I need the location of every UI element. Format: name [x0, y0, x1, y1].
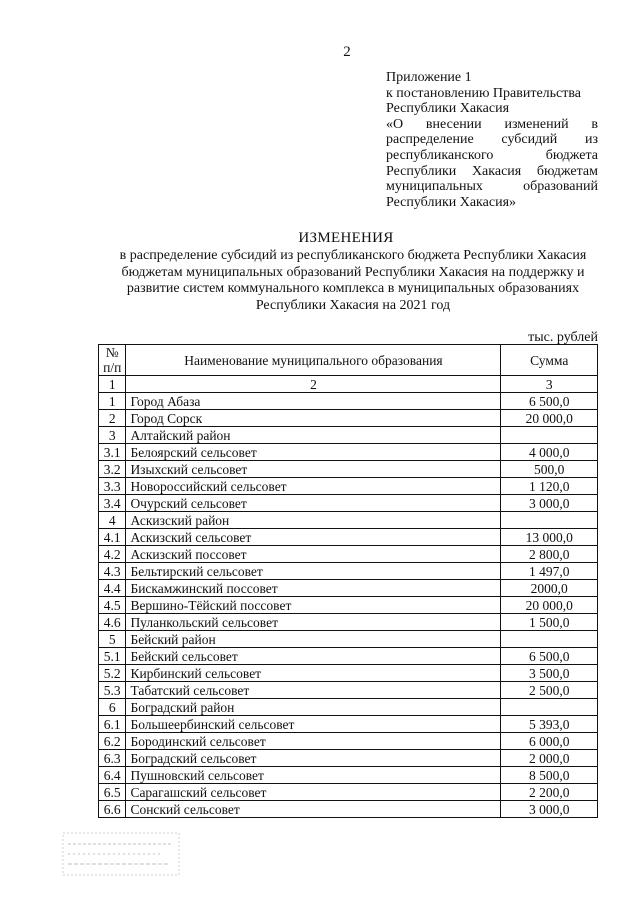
table-row — [99, 699, 598, 716]
appendix-line: «О внесении изменений в — [386, 116, 598, 132]
row-name-cell: Вершино-Тёйский поссовет — [126, 597, 501, 614]
table-row — [99, 648, 598, 665]
row-name-cell: Изыхский сельсовет — [126, 461, 501, 478]
row-name-cell: Аскизский поссовет — [126, 546, 501, 563]
index-cell: 1 — [99, 376, 126, 393]
row-sum-cell: 3 000,0 — [501, 495, 598, 512]
row-number-cell: 5.3 — [99, 682, 126, 699]
appendix-line: муниципальных образований — [386, 179, 598, 195]
table-row — [99, 733, 598, 750]
row-sum-cell: 20 000,0 — [501, 597, 598, 614]
appendix-line: Приложение 1 — [386, 70, 472, 85]
row-sum-cell: 2000,0 — [501, 580, 598, 597]
row-number-cell: 5.2 — [99, 665, 126, 682]
header-number-line1: № — [105, 345, 119, 360]
row-number-cell: 6 — [99, 699, 126, 716]
subtitle-line: Республики Хакасия на 2021 год — [255, 297, 451, 313]
row-name-cell: Алтайский район — [126, 427, 501, 444]
row-number-cell: 6.3 — [99, 750, 126, 767]
index-cell: 2 — [126, 376, 501, 393]
table-row — [99, 495, 598, 512]
row-name-cell: Аскизский район — [126, 512, 501, 529]
row-number-cell: 4 — [99, 512, 126, 529]
appendix-line: Республики Хакасия бюджетам — [386, 163, 598, 179]
row-name-cell: Город Абаза — [126, 393, 501, 410]
row-sum-cell: 6 500,0 — [501, 393, 598, 410]
appendix-block — [386, 70, 598, 210]
table-row — [99, 631, 598, 648]
row-sum-cell: 20 000,0 — [501, 410, 598, 427]
row-number-cell: 6.1 — [99, 716, 126, 733]
row-number-cell: 4.3 — [99, 563, 126, 580]
row-number-cell: 5.1 — [99, 648, 126, 665]
row-number-cell: 6.2 — [99, 733, 126, 750]
table-row — [99, 529, 598, 546]
row-name-cell: Кирбинский сельсовет — [126, 665, 501, 682]
row-number-cell: 4.4 — [99, 580, 126, 597]
row-sum-cell — [501, 512, 598, 529]
row-name-cell: Город Сорск — [126, 410, 501, 427]
table-row — [99, 750, 598, 767]
table-row — [99, 597, 598, 614]
header-number — [99, 345, 126, 376]
row-number-cell: 4.5 — [99, 597, 126, 614]
row-number-cell: 1 — [99, 393, 126, 410]
table-header-row — [99, 345, 598, 376]
document-title: ИЗМЕНЕНИЯ — [298, 230, 394, 246]
row-sum-cell: 5 393,0 — [501, 716, 598, 733]
table-row — [99, 682, 598, 699]
row-name-cell: Новороссийский сельсовет — [126, 478, 501, 495]
header-name: Наименование муниципального образования — [126, 345, 501, 376]
row-number-cell: 4.6 — [99, 614, 126, 631]
page-number: 2 — [343, 44, 351, 60]
table-row — [99, 512, 598, 529]
index-cell: 3 — [501, 376, 598, 393]
row-number-cell: 3.1 — [99, 444, 126, 461]
row-number-cell: 3 — [99, 427, 126, 444]
table-index-row — [99, 376, 598, 393]
table-row — [99, 767, 598, 784]
row-sum-cell: 1 500,0 — [501, 614, 598, 631]
table-row — [99, 665, 598, 682]
row-name-cell: Аскизский сельсовет — [126, 529, 501, 546]
row-name-cell: Бейский сельсовет — [126, 648, 501, 665]
row-sum-cell: 2 200,0 — [501, 784, 598, 801]
row-number-cell: 6.5 — [99, 784, 126, 801]
appendix-line: распределение субсидий из — [386, 132, 598, 148]
row-name-cell: Бородинский сельсовет — [126, 733, 501, 750]
row-sum-cell — [501, 699, 598, 716]
registration-stamp — [62, 832, 180, 876]
row-name-cell: Табатский сельсовет — [126, 682, 501, 699]
row-sum-cell: 13 000,0 — [501, 529, 598, 546]
row-name-cell: Очурский сельсовет — [126, 495, 501, 512]
row-sum-cell: 500,0 — [501, 461, 598, 478]
row-name-cell: Бейский район — [126, 631, 501, 648]
row-name-cell: Сонский сельсовет — [126, 801, 501, 818]
table-row — [99, 546, 598, 563]
row-name-cell: Боградский сельсовет — [126, 750, 501, 767]
row-number-cell: 3.4 — [99, 495, 126, 512]
row-sum-cell: 8 500,0 — [501, 767, 598, 784]
row-number-cell: 3.2 — [99, 461, 126, 478]
row-sum-cell — [501, 631, 598, 648]
row-number-cell: 6.6 — [99, 801, 126, 818]
row-name-cell: Боградский район — [126, 699, 501, 716]
row-name-cell: Бельтирский сельсовет — [126, 563, 501, 580]
row-number-cell: 4.1 — [99, 529, 126, 546]
row-name-cell: Сарагашский сельсовет — [126, 784, 501, 801]
appendix-line: к постановлению Правительства — [386, 85, 582, 101]
appendix-line: Республики Хакасия» — [386, 194, 517, 210]
document-subtitle — [100, 248, 606, 314]
row-sum-cell: 2 800,0 — [501, 546, 598, 563]
table-row — [99, 444, 598, 461]
row-name-cell: Пуланкольский сельсовет — [126, 614, 501, 631]
row-sum-cell: 6 000,0 — [501, 733, 598, 750]
row-number-cell: 3.3 — [99, 478, 126, 495]
subtitle-line: развитие систем коммунального комплекса в муниципальных образованиях — [126, 281, 580, 296]
row-name-cell: Большеербинский сельсовет — [126, 716, 501, 733]
table-row — [99, 393, 598, 410]
unit-label: тыс. рублей — [528, 330, 598, 345]
table-row — [99, 716, 598, 733]
header-sum: Сумма — [501, 345, 598, 376]
appendix-line: республиканского бюджета — [386, 147, 598, 163]
subsidies-table — [98, 344, 598, 818]
row-sum-cell: 2 000,0 — [501, 750, 598, 767]
row-number-cell: 2 — [99, 410, 126, 427]
table-row — [99, 461, 598, 478]
row-sum-cell: 3 000,0 — [501, 801, 598, 818]
table-row — [99, 580, 598, 597]
row-sum-cell: 3 500,0 — [501, 665, 598, 682]
table-row — [99, 563, 598, 580]
table-row — [99, 410, 598, 427]
row-number-cell: 6.4 — [99, 767, 126, 784]
row-number-cell: 4.2 — [99, 546, 126, 563]
table-body — [99, 393, 598, 818]
row-number-cell: 5 — [99, 631, 126, 648]
row-sum-cell: 4 000,0 — [501, 444, 598, 461]
row-sum-cell — [501, 427, 598, 444]
header-number-line2: п/п — [103, 360, 122, 375]
appendix-line: Республики Хакасия — [386, 101, 510, 117]
subtitle-line: бюджетам муниципальных образований Республики Хакасия на поддержку и — [121, 264, 585, 280]
row-name-cell: Пушновский сельсовет — [126, 767, 501, 784]
row-name-cell: Бискамжинский поссовет — [126, 580, 501, 597]
subtitle-line: в распределение субсидий из республиканского бюджета Республики Хакасия — [119, 248, 587, 263]
table-row — [99, 784, 598, 801]
table-row — [99, 427, 598, 444]
row-name-cell: Белоярский сельсовет — [126, 444, 501, 461]
row-sum-cell: 2 500,0 — [501, 682, 598, 699]
row-sum-cell: 1 120,0 — [501, 478, 598, 495]
table-row — [99, 801, 598, 818]
table-row — [99, 478, 598, 495]
row-sum-cell: 6 500,0 — [501, 648, 598, 665]
row-sum-cell: 1 497,0 — [501, 563, 598, 580]
table-row — [99, 614, 598, 631]
